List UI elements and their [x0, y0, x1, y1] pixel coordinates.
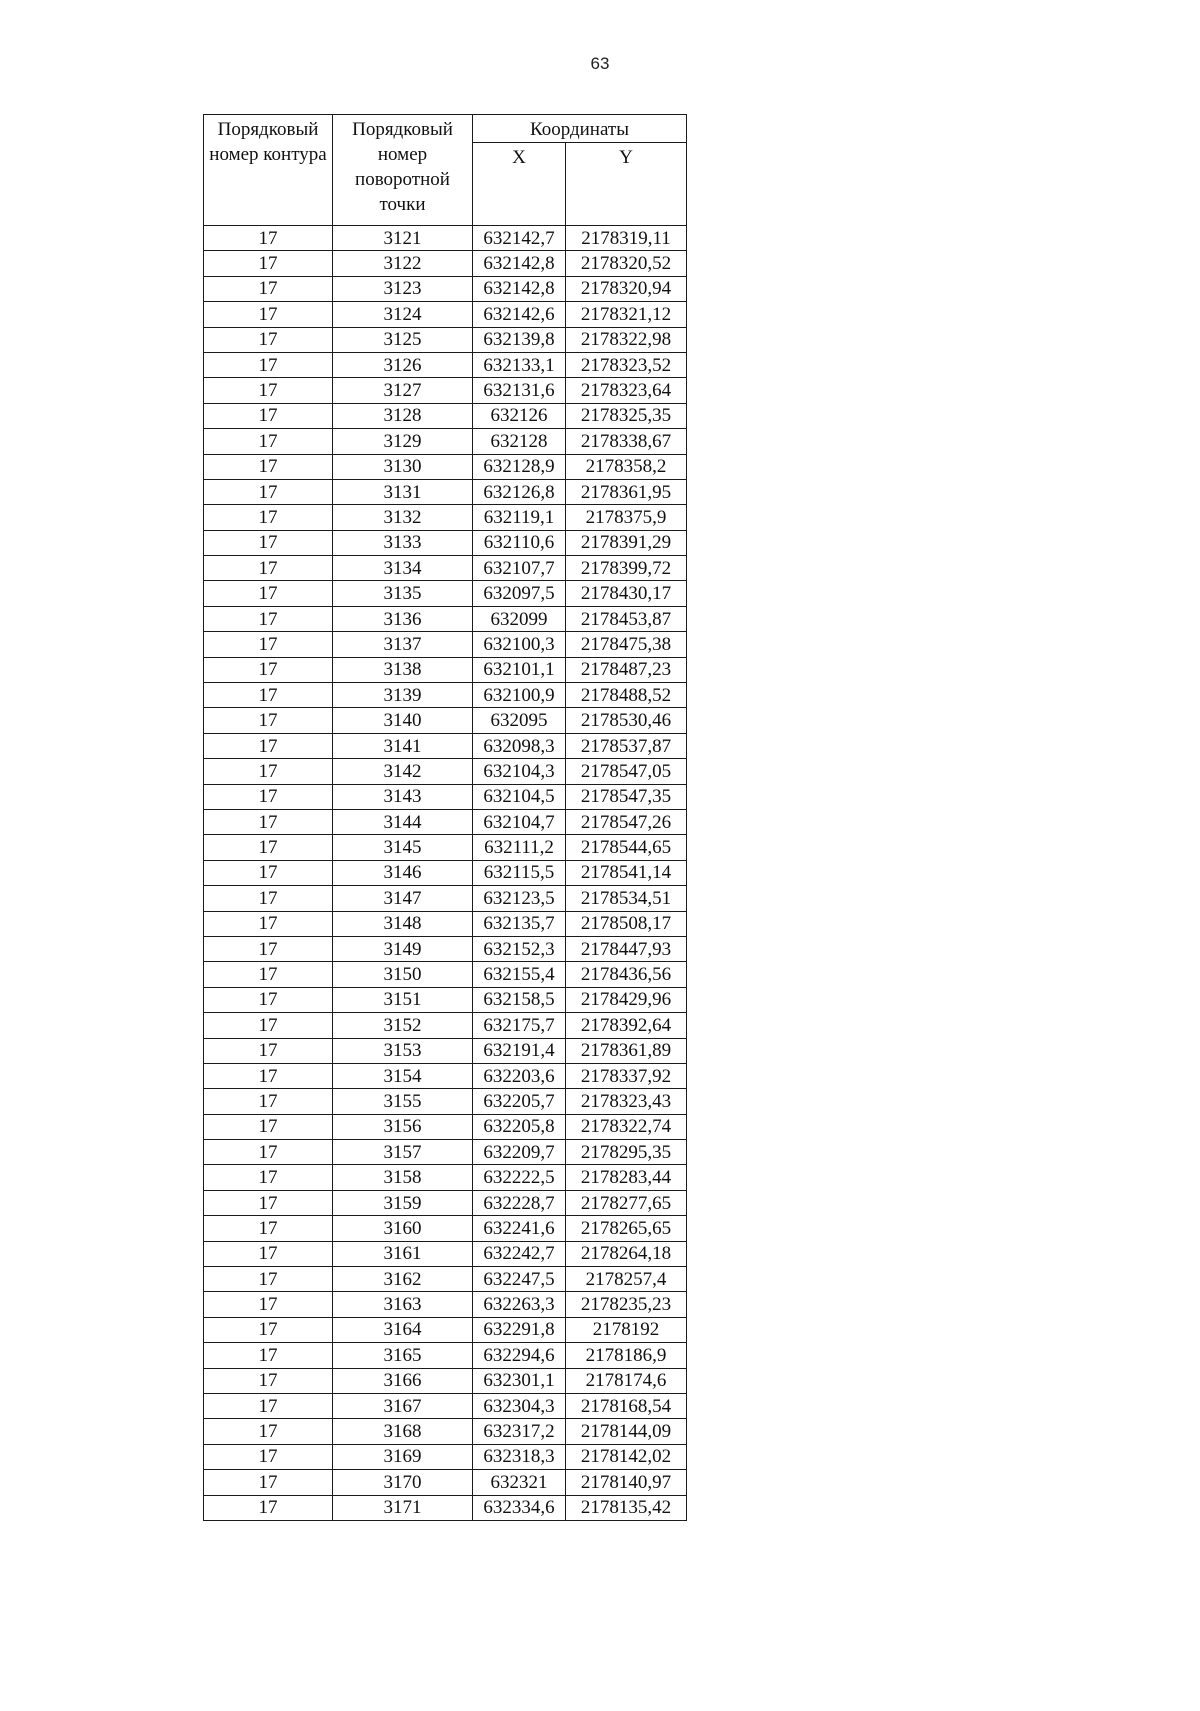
contour-number-cell: 17 — [204, 708, 333, 733]
contour-number-cell: 17 — [204, 1089, 333, 1114]
x-coordinate-cell: 632205,7 — [473, 1089, 566, 1114]
table-row — [204, 911, 687, 936]
contour-number-cell: 17 — [204, 632, 333, 657]
y-coordinate-cell: 2178192 — [566, 1317, 687, 1342]
x-coordinate-cell: 632158,5 — [473, 987, 566, 1012]
table-row — [204, 1190, 687, 1215]
contour-number-cell: 17 — [204, 505, 333, 530]
y-coordinate-cell: 2178325,35 — [566, 403, 687, 428]
coordinates-table — [203, 114, 687, 1521]
y-coordinate-cell: 2178337,92 — [566, 1063, 687, 1088]
y-coordinate-cell: 2178322,74 — [566, 1114, 687, 1139]
point-number-cell: 3139 — [333, 683, 473, 708]
table-row — [204, 936, 687, 961]
contour-number-cell: 17 — [204, 936, 333, 961]
y-coordinate-cell: 2178430,17 — [566, 581, 687, 606]
page-number: 63 — [590, 54, 610, 73]
contour-number-cell: 17 — [204, 1063, 333, 1088]
y-coordinate-cell: 2178475,38 — [566, 632, 687, 657]
contour-number-cell: 17 — [204, 1140, 333, 1165]
contour-number-cell: 17 — [204, 352, 333, 377]
point-number-cell: 3171 — [333, 1495, 473, 1520]
point-number-cell: 3158 — [333, 1165, 473, 1190]
x-coordinate-cell: 632203,6 — [473, 1063, 566, 1088]
point-number-cell: 3153 — [333, 1038, 473, 1063]
x-coordinate-cell: 632107,7 — [473, 556, 566, 581]
point-number-cell: 3162 — [333, 1267, 473, 1292]
x-coordinate-cell: 632101,1 — [473, 657, 566, 682]
point-number-cell: 3121 — [333, 226, 473, 251]
x-coordinate-cell: 632318,3 — [473, 1444, 566, 1469]
table-row — [204, 1114, 687, 1139]
point-number-cell: 3157 — [333, 1140, 473, 1165]
point-number-cell: 3150 — [333, 962, 473, 987]
table-row — [204, 226, 687, 251]
x-coordinate-cell: 632142,6 — [473, 302, 566, 327]
table-row — [204, 962, 687, 987]
table-row — [204, 1495, 687, 1520]
y-coordinate-cell: 2178361,95 — [566, 479, 687, 504]
x-coordinate-cell: 632100,9 — [473, 683, 566, 708]
table-row — [204, 784, 687, 809]
header-contour-number: Порядковый номер контура — [204, 115, 333, 226]
x-coordinate-cell: 632291,8 — [473, 1317, 566, 1342]
x-coordinate-cell: 632095 — [473, 708, 566, 733]
table-row — [204, 733, 687, 758]
point-number-cell: 3128 — [333, 403, 473, 428]
table-body — [204, 226, 687, 1521]
contour-number-cell: 17 — [204, 835, 333, 860]
table-row — [204, 809, 687, 834]
y-coordinate-cell: 2178436,56 — [566, 962, 687, 987]
y-coordinate-cell: 2178429,96 — [566, 987, 687, 1012]
x-coordinate-cell: 632135,7 — [473, 911, 566, 936]
table-row — [204, 556, 687, 581]
contour-number-cell: 17 — [204, 276, 333, 301]
table-row — [204, 632, 687, 657]
y-coordinate-cell: 2178541,14 — [566, 860, 687, 885]
contour-number-cell: 17 — [204, 581, 333, 606]
x-coordinate-cell: 632155,4 — [473, 962, 566, 987]
point-number-cell: 3137 — [333, 632, 473, 657]
table-row — [204, 302, 687, 327]
point-number-cell: 3168 — [333, 1419, 473, 1444]
y-coordinate-cell: 2178547,26 — [566, 809, 687, 834]
x-coordinate-cell: 632301,1 — [473, 1368, 566, 1393]
table-row — [204, 683, 687, 708]
table-row — [204, 1140, 687, 1165]
contour-number-cell: 17 — [204, 1495, 333, 1520]
contour-number-cell: 17 — [204, 860, 333, 885]
x-coordinate-cell: 632152,3 — [473, 936, 566, 961]
table-row — [204, 1444, 687, 1469]
table-row — [204, 1317, 687, 1342]
table-row — [204, 987, 687, 1012]
contour-number-cell: 17 — [204, 556, 333, 581]
y-coordinate-cell: 2178144,09 — [566, 1419, 687, 1444]
y-coordinate-cell: 2178488,52 — [566, 683, 687, 708]
table-row — [204, 378, 687, 403]
y-coordinate-cell: 2178264,18 — [566, 1241, 687, 1266]
point-number-cell: 3132 — [333, 505, 473, 530]
point-number-cell: 3141 — [333, 733, 473, 758]
table-row — [204, 581, 687, 606]
table-row — [204, 1343, 687, 1368]
contour-number-cell: 17 — [204, 1292, 333, 1317]
point-number-cell: 3166 — [333, 1368, 473, 1393]
y-coordinate-cell: 2178537,87 — [566, 733, 687, 758]
point-number-cell: 3126 — [333, 352, 473, 377]
header-y: Y — [566, 143, 687, 226]
x-coordinate-cell: 632263,3 — [473, 1292, 566, 1317]
point-number-cell: 3142 — [333, 759, 473, 784]
table-row — [204, 403, 687, 428]
y-coordinate-cell: 2178168,54 — [566, 1393, 687, 1418]
point-number-cell: 3170 — [333, 1470, 473, 1495]
x-coordinate-cell: 632126 — [473, 403, 566, 428]
table-row — [204, 1393, 687, 1418]
y-coordinate-cell: 2178321,12 — [566, 302, 687, 327]
table-row — [204, 327, 687, 352]
point-number-cell: 3165 — [333, 1343, 473, 1368]
contour-number-cell: 17 — [204, 886, 333, 911]
x-coordinate-cell: 632317,2 — [473, 1419, 566, 1444]
y-coordinate-cell: 2178534,51 — [566, 886, 687, 911]
y-coordinate-cell: 2178338,67 — [566, 429, 687, 454]
contour-number-cell: 17 — [204, 1038, 333, 1063]
contour-number-cell: 17 — [204, 962, 333, 987]
x-coordinate-cell: 632321 — [473, 1470, 566, 1495]
y-coordinate-cell: 2178323,43 — [566, 1089, 687, 1114]
table-row — [204, 886, 687, 911]
point-number-cell: 3133 — [333, 530, 473, 555]
y-coordinate-cell: 2178135,42 — [566, 1495, 687, 1520]
table-row — [204, 1063, 687, 1088]
y-coordinate-cell: 2178319,11 — [566, 226, 687, 251]
point-number-cell: 3124 — [333, 302, 473, 327]
table-row — [204, 860, 687, 885]
x-coordinate-cell: 632222,5 — [473, 1165, 566, 1190]
point-number-cell: 3151 — [333, 987, 473, 1012]
contour-number-cell: 17 — [204, 1393, 333, 1418]
table-row — [204, 1089, 687, 1114]
x-coordinate-cell: 632097,5 — [473, 581, 566, 606]
point-number-cell: 3138 — [333, 657, 473, 682]
point-number-cell: 3161 — [333, 1241, 473, 1266]
contour-number-cell: 17 — [204, 302, 333, 327]
contour-number-cell: 17 — [204, 1241, 333, 1266]
x-coordinate-cell: 632104,5 — [473, 784, 566, 809]
x-coordinate-cell: 632119,1 — [473, 505, 566, 530]
contour-number-cell: 17 — [204, 1343, 333, 1368]
table-row — [204, 1241, 687, 1266]
point-number-cell: 3149 — [333, 936, 473, 961]
point-number-cell: 3127 — [333, 378, 473, 403]
contour-number-cell: 17 — [204, 1368, 333, 1393]
x-coordinate-cell: 632139,8 — [473, 327, 566, 352]
table-row — [204, 1038, 687, 1063]
y-coordinate-cell: 2178447,93 — [566, 936, 687, 961]
x-coordinate-cell: 632128,9 — [473, 454, 566, 479]
contour-number-cell: 17 — [204, 226, 333, 251]
table-row — [204, 606, 687, 631]
x-coordinate-cell: 632191,4 — [473, 1038, 566, 1063]
contour-number-cell: 17 — [204, 378, 333, 403]
table-row — [204, 1419, 687, 1444]
table-row — [204, 352, 687, 377]
contour-number-cell: 17 — [204, 987, 333, 1012]
y-coordinate-cell: 2178295,35 — [566, 1140, 687, 1165]
x-coordinate-cell: 632126,8 — [473, 479, 566, 504]
contour-number-cell: 17 — [204, 1216, 333, 1241]
x-coordinate-cell: 632228,7 — [473, 1190, 566, 1215]
y-coordinate-cell: 2178323,52 — [566, 352, 687, 377]
point-number-cell: 3152 — [333, 1013, 473, 1038]
contour-number-cell: 17 — [204, 479, 333, 504]
table-row — [204, 1267, 687, 1292]
x-coordinate-cell: 632123,5 — [473, 886, 566, 911]
contour-number-cell: 17 — [204, 530, 333, 555]
point-number-cell: 3167 — [333, 1393, 473, 1418]
x-coordinate-cell: 632128 — [473, 429, 566, 454]
table-row — [204, 276, 687, 301]
point-number-cell: 3154 — [333, 1063, 473, 1088]
contour-number-cell: 17 — [204, 1114, 333, 1139]
contour-number-cell: 17 — [204, 1165, 333, 1190]
y-coordinate-cell: 2178322,98 — [566, 327, 687, 352]
point-number-cell: 3125 — [333, 327, 473, 352]
point-number-cell: 3129 — [333, 429, 473, 454]
contour-number-cell: 17 — [204, 1013, 333, 1038]
point-number-cell: 3155 — [333, 1089, 473, 1114]
x-coordinate-cell: 632111,2 — [473, 835, 566, 860]
y-coordinate-cell: 2178547,05 — [566, 759, 687, 784]
point-number-cell: 3131 — [333, 479, 473, 504]
y-coordinate-cell: 2178508,17 — [566, 911, 687, 936]
contour-number-cell: 17 — [204, 327, 333, 352]
table-header — [204, 115, 687, 226]
x-coordinate-cell: 632104,3 — [473, 759, 566, 784]
contour-number-cell: 17 — [204, 606, 333, 631]
table-row — [204, 1216, 687, 1241]
point-number-cell: 3146 — [333, 860, 473, 885]
header-point-number: Порядковый номер поворотной точки — [333, 115, 473, 226]
y-coordinate-cell: 2178140,97 — [566, 1470, 687, 1495]
contour-number-cell: 17 — [204, 1317, 333, 1342]
x-coordinate-cell: 632104,7 — [473, 809, 566, 834]
x-coordinate-cell: 632209,7 — [473, 1140, 566, 1165]
table-row — [204, 1368, 687, 1393]
y-coordinate-cell: 2178391,29 — [566, 530, 687, 555]
contour-number-cell: 17 — [204, 683, 333, 708]
point-number-cell: 3135 — [333, 581, 473, 606]
point-number-cell: 3164 — [333, 1317, 473, 1342]
contour-number-cell: 17 — [204, 1267, 333, 1292]
point-number-cell: 3144 — [333, 809, 473, 834]
x-coordinate-cell: 632098,3 — [473, 733, 566, 758]
point-number-cell: 3156 — [333, 1114, 473, 1139]
y-coordinate-cell: 2178544,65 — [566, 835, 687, 860]
contour-number-cell: 17 — [204, 809, 333, 834]
x-coordinate-cell: 632242,7 — [473, 1241, 566, 1266]
x-coordinate-cell: 632241,6 — [473, 1216, 566, 1241]
contour-number-cell: 17 — [204, 784, 333, 809]
contour-number-cell: 17 — [204, 1190, 333, 1215]
table-row — [204, 657, 687, 682]
point-number-cell: 3160 — [333, 1216, 473, 1241]
x-coordinate-cell: 632175,7 — [473, 1013, 566, 1038]
y-coordinate-cell: 2178320,94 — [566, 276, 687, 301]
x-coordinate-cell: 632133,1 — [473, 352, 566, 377]
y-coordinate-cell: 2178547,35 — [566, 784, 687, 809]
table-row — [204, 429, 687, 454]
point-number-cell: 3123 — [333, 276, 473, 301]
y-coordinate-cell: 2178323,64 — [566, 378, 687, 403]
x-coordinate-cell: 632142,8 — [473, 251, 566, 276]
point-number-cell: 3143 — [333, 784, 473, 809]
header-coordinates: Координаты — [473, 115, 687, 143]
y-coordinate-cell: 2178361,89 — [566, 1038, 687, 1063]
y-coordinate-cell: 2178265,65 — [566, 1216, 687, 1241]
point-number-cell: 3163 — [333, 1292, 473, 1317]
point-number-cell: 3147 — [333, 886, 473, 911]
point-number-cell: 3148 — [333, 911, 473, 936]
table-row — [204, 1470, 687, 1495]
y-coordinate-cell: 2178453,87 — [566, 606, 687, 631]
contour-number-cell: 17 — [204, 1470, 333, 1495]
y-coordinate-cell: 2178375,9 — [566, 505, 687, 530]
point-number-cell: 3130 — [333, 454, 473, 479]
contour-number-cell: 17 — [204, 1444, 333, 1469]
y-coordinate-cell: 2178142,02 — [566, 1444, 687, 1469]
table-row — [204, 1165, 687, 1190]
y-coordinate-cell: 2178174,6 — [566, 1368, 687, 1393]
table-row — [204, 479, 687, 504]
x-coordinate-cell: 632142,8 — [473, 276, 566, 301]
point-number-cell: 3134 — [333, 556, 473, 581]
y-coordinate-cell: 2178358,2 — [566, 454, 687, 479]
y-coordinate-cell: 2178277,65 — [566, 1190, 687, 1215]
contour-number-cell: 17 — [204, 733, 333, 758]
point-number-cell: 3140 — [333, 708, 473, 733]
point-number-cell: 3145 — [333, 835, 473, 860]
contour-number-cell: 17 — [204, 403, 333, 428]
y-coordinate-cell: 2178186,9 — [566, 1343, 687, 1368]
table-row — [204, 835, 687, 860]
y-coordinate-cell: 2178257,4 — [566, 1267, 687, 1292]
x-coordinate-cell: 632304,3 — [473, 1393, 566, 1418]
x-coordinate-cell: 632247,5 — [473, 1267, 566, 1292]
x-coordinate-cell: 632115,5 — [473, 860, 566, 885]
x-coordinate-cell: 632131,6 — [473, 378, 566, 403]
point-number-cell: 3169 — [333, 1444, 473, 1469]
y-coordinate-cell: 2178283,44 — [566, 1165, 687, 1190]
x-coordinate-cell: 632205,8 — [473, 1114, 566, 1139]
y-coordinate-cell: 2178399,72 — [566, 556, 687, 581]
table-row — [204, 454, 687, 479]
contour-number-cell: 17 — [204, 657, 333, 682]
y-coordinate-cell: 2178487,23 — [566, 657, 687, 682]
contour-number-cell: 17 — [204, 911, 333, 936]
contour-number-cell: 17 — [204, 1419, 333, 1444]
table-row — [204, 1292, 687, 1317]
table-row — [204, 708, 687, 733]
x-coordinate-cell: 632294,6 — [473, 1343, 566, 1368]
contour-number-cell: 17 — [204, 454, 333, 479]
table-row — [204, 759, 687, 784]
x-coordinate-cell: 632100,3 — [473, 632, 566, 657]
point-number-cell: 3136 — [333, 606, 473, 631]
contour-number-cell: 17 — [204, 429, 333, 454]
contour-number-cell: 17 — [204, 759, 333, 784]
y-coordinate-cell: 2178392,64 — [566, 1013, 687, 1038]
y-coordinate-cell: 2178235,23 — [566, 1292, 687, 1317]
x-coordinate-cell: 632142,7 — [473, 226, 566, 251]
table-row — [204, 1013, 687, 1038]
table-row — [204, 505, 687, 530]
y-coordinate-cell: 2178530,46 — [566, 708, 687, 733]
y-coordinate-cell: 2178320,52 — [566, 251, 687, 276]
point-number-cell: 3159 — [333, 1190, 473, 1215]
header-x: X — [473, 143, 566, 226]
x-coordinate-cell: 632334,6 — [473, 1495, 566, 1520]
contour-number-cell: 17 — [204, 251, 333, 276]
table-row — [204, 530, 687, 555]
table-row — [204, 251, 687, 276]
x-coordinate-cell: 632110,6 — [473, 530, 566, 555]
x-coordinate-cell: 632099 — [473, 606, 566, 631]
point-number-cell: 3122 — [333, 251, 473, 276]
